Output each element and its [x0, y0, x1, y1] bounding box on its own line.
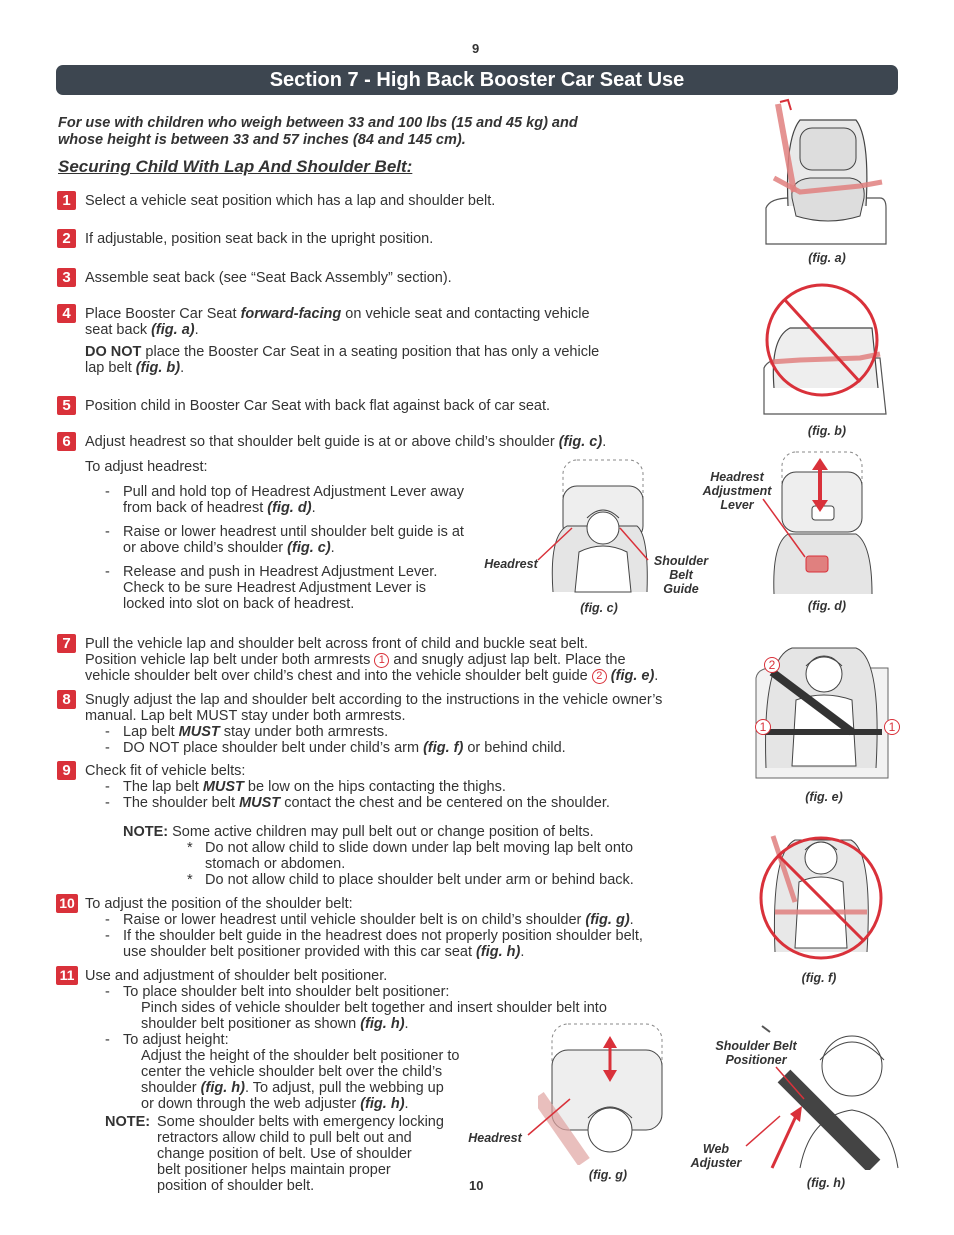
figure-b-illustration: [760, 278, 890, 418]
step-number-9: 9: [57, 761, 76, 780]
step-number-8: 8: [57, 690, 76, 709]
figure-e-caption: (fig. e): [805, 790, 843, 804]
step-5-text: Position child in Booster Car Seat with back flat against back of car seat.: [85, 398, 551, 414]
figure-c-caption: (fig. c): [580, 601, 618, 615]
step-9-text: Check fit of vehicle belts: - The lap belt MUST be low on the hips contacting the thighs. - The shoulder belt MUST contact the chest and be centered on the shoulder. NOTE: Some active children may pull belt out or change position of belts. * Do not allow child to slide down under lap belt moving lap belt onto stomach or abdomen. * Do not allow child to place shoulder belt under arm or behind back.: [85, 763, 634, 888]
headrest-label-c: Headrest: [484, 557, 538, 571]
subheading: Securing Child With Lap And Shoulder Belt:: [58, 157, 413, 176]
figure-g-illustration: [538, 1020, 673, 1165]
step-6-text: Adjust headrest so that shoulder belt guide is at or above child’s shoulder (fig. c).: [85, 434, 607, 450]
headrest-adjustment-lever-label: Headrest Adjustment Lever: [702, 470, 772, 512]
step-7-text: Pull the vehicle lap and shoulder belt across front of child and buckle seat belt. Position vehicle lap belt under both armrests 1 and snugly adjust lap belt. Place the vehicle shoulder belt over child’s chest and into the vehicle shoulder belt guide 2 (fig. e).: [85, 636, 659, 684]
figure-h-leader-positioner: [770, 1065, 810, 1105]
step-10-text: To adjust the position of the shoulder belt: - Raise or lower headrest until vehicle shoulder belt is on child’s shoulder (fig. g). - If the shoulder belt guide in the headrest does not properly position shoulder belt, use shoulder belt positioner provided with this car seat (fig. h).: [85, 896, 643, 960]
figure-e-marker-1-left: 1: [755, 719, 771, 735]
step-6-bullets: - Pull and hold top of Headrest Adjustment Lever away from back of headrest (fig. d). - Raise or lower headrest until shoulder belt guide is at or above child’s shoulder (fig. c). - Release and push in Headrest Adjustment Lever. Check to be sure Headrest Adjustment Lever is locked into slot on back of headrest.: [105, 484, 464, 612]
step-number-11: 11: [56, 966, 78, 985]
step-number-4: 4: [57, 304, 76, 323]
intro-text: [58, 115, 698, 149]
figure-g-caption: (fig. g): [588, 1168, 628, 1182]
step-1-text: Select a vehicle seat position which has a lap and shoulder belt.: [85, 193, 496, 209]
circled-number-2: 2: [592, 669, 607, 684]
shoulder-belt-positioner-label: Shoulder Belt Positioner: [715, 1039, 797, 1067]
step-11-text: Use and adjustment of shoulder belt positioner. - To place shoulder belt into shoulder belt positioner: Pinch sides of vehicle shoulder belt together and insert shoulder belt into shoulder belt positioner as shown (fig. h). - To adjust height: Adjust the height of the shoulder belt positioner to center the vehicle shoulder belt over the child’s shoulder (fig. h). To adjust, pull the webbing up or down through the web adjuster (fig. h).: [85, 968, 607, 1112]
shoulder-belt-guide-label: Shoulder Belt Guide: [653, 554, 709, 596]
figure-a-caption: (fig. a): [808, 251, 846, 265]
figure-b-caption: (fig. b): [807, 424, 847, 438]
figure-e-marker-1-right: 1: [884, 719, 900, 735]
headrest-label-g: Headrest: [468, 1131, 522, 1145]
intro-line-2: whose height is between 33 and 57 inches (84 and 145 cm).: [58, 132, 466, 148]
page-number-top: 9: [472, 41, 480, 56]
figure-f-illustration: [755, 822, 885, 962]
figure-f-caption: (fig. f): [801, 971, 837, 985]
step-number-10: 10: [56, 894, 78, 913]
step-number-2: 2: [57, 229, 76, 248]
step-2-text: If adjustable, position seat back in the upright position.: [85, 231, 434, 247]
step-number-1: 1: [57, 191, 76, 210]
page-number-bottom: 10: [469, 1178, 484, 1193]
step-number-5: 5: [57, 396, 76, 415]
figure-e-marker-2: 2: [764, 657, 780, 673]
intro-line-1: For use with children who weigh between 33 and 100 lbs (15 and 45 kg) and: [58, 115, 578, 131]
step-4-text: Place Booster Car Seat forward-facing on vehicle seat and contacting vehicle seat back (fig. a). DO NOT place the Booster Car Seat in a seating position that has only a vehicle lap belt (fig. b).: [85, 306, 600, 376]
step-11-note: NOTE: Some shoulder belts with emergency locking retractors allow child to pull belt out and change position of belt. Use of shoulder belt positioner helps maintain proper position of shoulder belt.: [105, 1114, 444, 1194]
web-adjuster-label: Web Adjuster: [690, 1142, 742, 1170]
step-6-to-adjust: To adjust headrest:: [85, 459, 208, 475]
figure-a-illustration: [760, 98, 890, 248]
circled-number-1: 1: [374, 653, 389, 668]
step-8-text: Snugly adjust the lap and shoulder belt according to the instructions in the vehicle owner’s manual. Lap belt MUST stay under both armrests. - Lap belt MUST stay under both armrests. - DO NOT place shoulder belt under child’s arm (fig. f) or behind child.: [85, 692, 663, 756]
figure-d-caption: (fig. d): [807, 599, 847, 613]
step-number-6: 6: [57, 432, 76, 451]
figure-c-leader-lines: [510, 520, 660, 590]
section-title-banner: Section 7 - High Back Booster Car Seat Use: [56, 65, 898, 95]
step-number-7: 7: [57, 634, 76, 653]
step-number-3: 3: [57, 268, 76, 287]
step-3-text: Assemble seat back (see “Seat Back Assembly” section).: [85, 270, 452, 286]
figure-h-caption: (fig. h): [806, 1176, 846, 1190]
